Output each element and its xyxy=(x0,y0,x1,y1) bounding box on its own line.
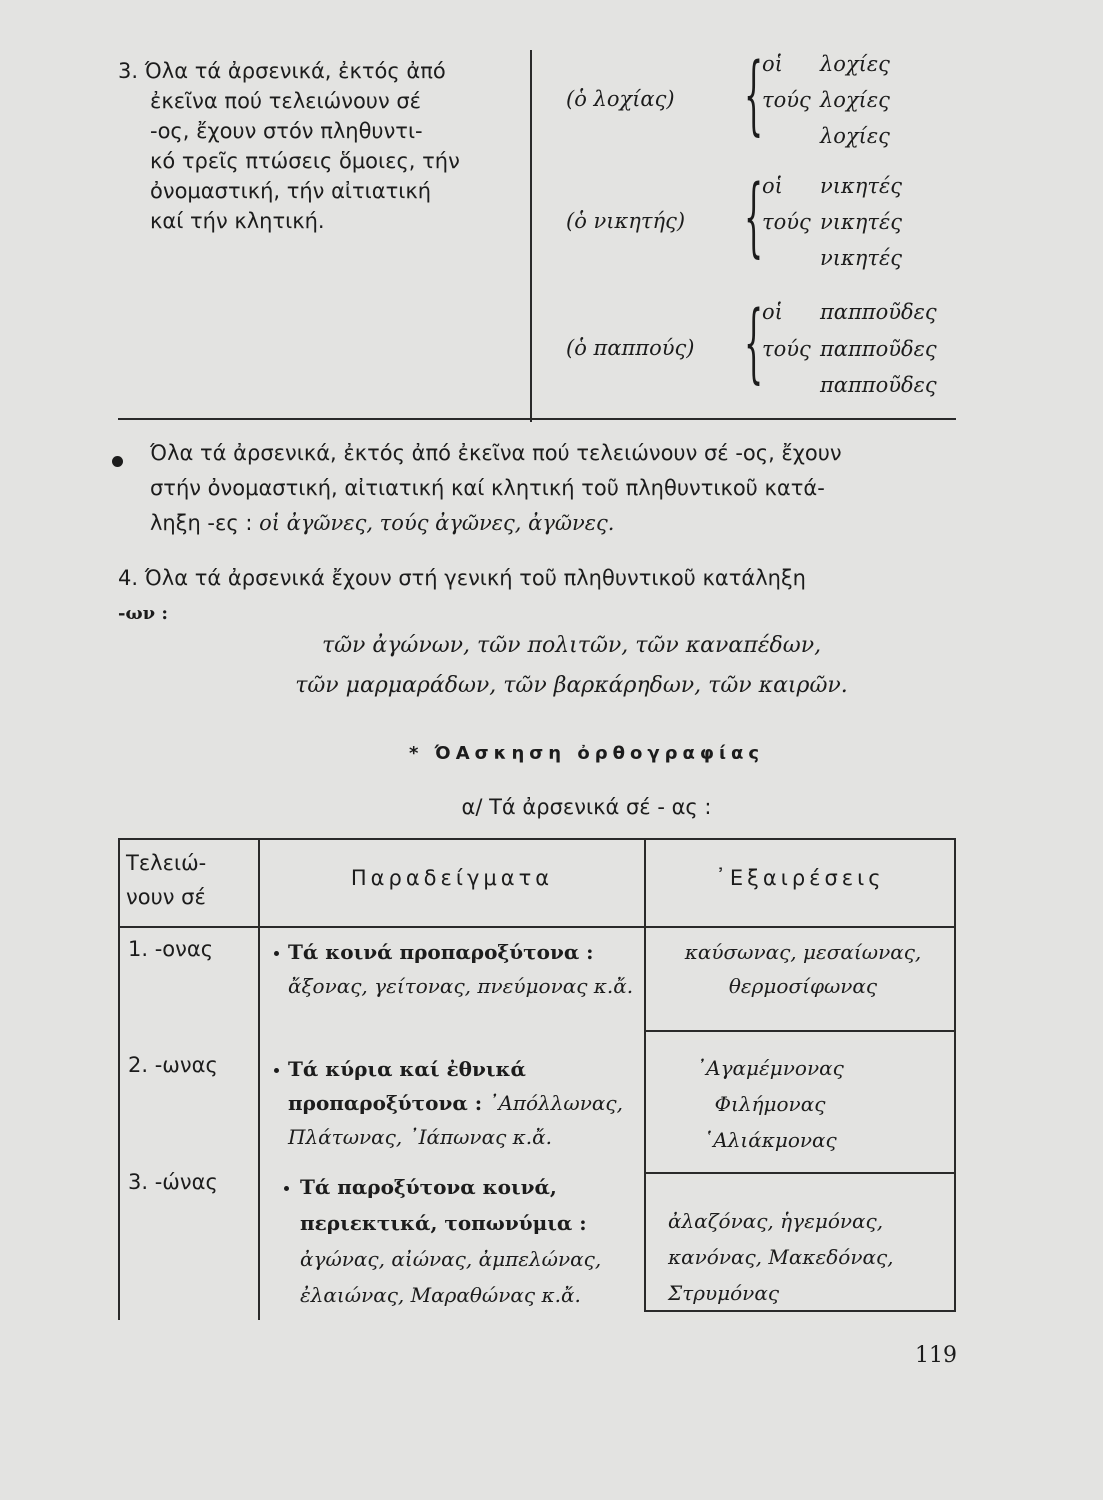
rule-3-text: 3. Όλα τά ἀρσενικά, ἐκτός ἀπό ἐκεῖνα πού τελειώνουν σέ -ος, ἔχουν στόν πληθυντι- κό τρεῖς πτώσεις ὅμοιες, τήν ὀνομαστική, τήν αἰτιατική καί τήν κλητική. xyxy=(118,59,460,233)
brace-icon: { xyxy=(744,45,764,145)
bullet-icon xyxy=(284,1186,289,1191)
bullet-icon xyxy=(274,1068,279,1073)
table-header-ending: Τελειώ- νουν σέ xyxy=(126,851,207,909)
table-header-examples: Παραδείγματα xyxy=(350,866,554,890)
table-column-divider xyxy=(644,838,646,1312)
bullet-icon xyxy=(274,951,279,956)
bullet-icon xyxy=(112,456,123,467)
table-exception-border xyxy=(645,1030,956,1032)
bullet-note: Όλα τά ἀρσενικά, ἐκτός ἀπό ἐκεῖνα πού τελειώνουν σέ -ος, ἔχουν στήν ὀνομαστική, αἰτιατική καί κλητική τοῦ πληθυντικοῦ κατά- ληξη -ες : οἱ ἀγῶνες, τούς ἀγῶνες, ἀγῶνες. xyxy=(150,441,842,535)
table-header-exceptions: ᾽Εξαιρέσεις xyxy=(715,866,885,890)
exercise-subtitle: α/ Τά ἀρσενικά σέ - ας : xyxy=(461,795,712,819)
table-header-border xyxy=(118,926,956,928)
rule-4-number: 4. xyxy=(118,566,139,590)
table-left-border xyxy=(118,838,120,1320)
rule-3-bottom-rule xyxy=(118,418,956,420)
table-column-divider xyxy=(258,838,260,1320)
rule-4-examples: τῶν ἀγώνων, τῶν πολιτῶν, τῶν καναπέδων, τῶν μαρμαράδων, τῶν βαρκάρηδων, τῶν καιρῶν. xyxy=(295,633,848,698)
brace-icon: { xyxy=(744,167,764,267)
brace-icon: { xyxy=(744,293,764,393)
rule-4-text: 4. Όλα τά ἀρσενικά ἔχουν στή γενική τοῦ πληθυντικοῦ κατάληξη -ων : xyxy=(118,566,806,624)
table-right-border xyxy=(954,838,956,1312)
exercise-title: * ΌΑσκηση ὀρθογραφίας xyxy=(409,743,764,764)
rule-3-number: 3. xyxy=(118,59,139,83)
table-exception-border xyxy=(645,1172,956,1174)
page-number: 119 xyxy=(915,1343,957,1368)
table-top-border xyxy=(118,838,956,840)
rule-3-column-divider xyxy=(530,50,532,422)
